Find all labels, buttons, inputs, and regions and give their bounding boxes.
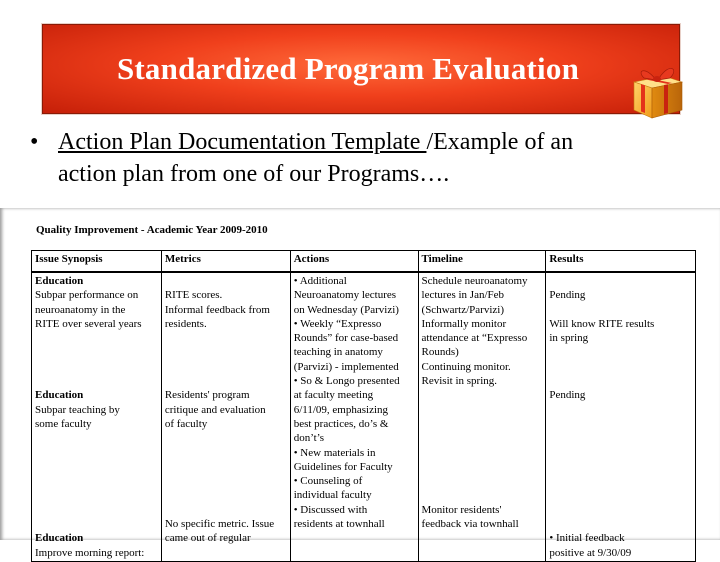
action-line: individual faculty bbox=[293, 489, 372, 502]
action-line: don’t’s bbox=[293, 432, 325, 445]
issue-line: Improve morning report: bbox=[35, 546, 145, 559]
issue-heading: Education bbox=[35, 532, 84, 545]
action-line: Rounds” for case-based bbox=[293, 332, 399, 345]
results-line: in spring bbox=[549, 332, 589, 345]
timeline-line: Revisit in spring. bbox=[421, 375, 498, 388]
results-line: positive at 9/30/09 bbox=[549, 546, 632, 559]
timeline-line: Schedule neuroanatomy bbox=[421, 275, 528, 287]
results-line: Pending bbox=[549, 289, 586, 302]
action-plan-table bbox=[31, 250, 696, 562]
action-line: • Discussed with bbox=[293, 503, 368, 516]
metrics-line: No specific metric. Issue bbox=[164, 518, 275, 531]
row-1 bbox=[35, 274, 158, 388]
metrics-line: residents. bbox=[164, 317, 207, 330]
action-line: on Wednesday (Parvizi) bbox=[293, 303, 399, 316]
action-line: • Weekly “Expresso bbox=[293, 317, 382, 330]
slide-title: Standardized Program Evaluation bbox=[116, 51, 580, 86]
action-line: best practices, do’s & bbox=[293, 417, 389, 430]
action-line: • New materials in bbox=[293, 446, 376, 459]
timeline-line: Monitor residents' bbox=[421, 503, 502, 516]
embedded-document bbox=[0, 208, 720, 559]
table-body-row bbox=[32, 272, 696, 561]
timeline-cell bbox=[418, 272, 546, 561]
action-line: Neuroanatomy lectures bbox=[293, 289, 397, 302]
bullet-point bbox=[30, 126, 690, 190]
action-line: • Additional bbox=[293, 275, 347, 287]
gift-box-icon bbox=[628, 52, 688, 122]
bullet-icon: • bbox=[30, 129, 39, 155]
issue-line: RITE over several years bbox=[35, 317, 142, 330]
action-line: (Parvizi) - implemented bbox=[293, 360, 399, 373]
timeline-line: feedback via townhall bbox=[421, 518, 519, 531]
table-header-row bbox=[32, 251, 696, 273]
column-header: Issue Synopsis bbox=[32, 251, 162, 273]
metrics-cell bbox=[161, 272, 290, 561]
metrics-line: of faculty bbox=[164, 417, 208, 430]
timeline-line: Informally monitor bbox=[421, 317, 507, 330]
results-line: Pending bbox=[549, 389, 586, 402]
timeline-line: Rounds) bbox=[421, 346, 459, 359]
issue-line: neuroanatomy in the bbox=[35, 303, 126, 316]
metrics-line: critique and evaluation bbox=[164, 403, 266, 416]
action-line: at faculty meeting bbox=[293, 389, 374, 402]
action-line: teaching in anatomy bbox=[293, 346, 383, 359]
issue-line: some faculty bbox=[35, 417, 92, 430]
row-3 bbox=[35, 531, 158, 560]
timeline-line: (Schwartz/Parvizi) bbox=[421, 303, 504, 316]
document-title: Quality Improvement - Academic Year 2009-2010 bbox=[36, 224, 268, 236]
timeline-line: attendance at “Expresso bbox=[421, 332, 528, 345]
results-cell bbox=[546, 272, 696, 561]
issue-line: Subpar performance on bbox=[35, 289, 139, 302]
metrics-line: Residents' program bbox=[164, 389, 250, 402]
column-header: Timeline bbox=[418, 251, 546, 273]
bullet-text-1: /Example of an bbox=[426, 129, 574, 155]
action-line: residents at townhall bbox=[293, 518, 385, 531]
column-header: Actions bbox=[290, 251, 418, 273]
results-line: Will know RITE results bbox=[549, 317, 655, 330]
metrics-line: Informal feedback from bbox=[164, 303, 270, 316]
timeline-line: Continuing monitor. bbox=[421, 360, 511, 373]
issue-heading: Education bbox=[35, 275, 84, 287]
column-header: Metrics bbox=[161, 251, 290, 273]
issue-cell bbox=[32, 272, 162, 561]
issue-heading: Education bbox=[35, 389, 84, 402]
metrics-line: came out of regular bbox=[164, 532, 251, 545]
issue-line: Subpar teaching by bbox=[35, 403, 120, 416]
action-line: • So & Longo presented bbox=[293, 375, 400, 388]
action-line: 6/11/09, emphasizing bbox=[293, 403, 389, 416]
slide-title-banner bbox=[42, 24, 680, 114]
metrics-line: RITE scores. bbox=[164, 289, 223, 302]
action-line: • Counseling of bbox=[293, 475, 363, 488]
action-line: Guidelines for Faculty bbox=[293, 460, 393, 473]
row-2 bbox=[35, 388, 158, 531]
actions-cell bbox=[290, 272, 418, 561]
results-line: • Initial feedback bbox=[549, 532, 625, 545]
bullet-text-2: action plan from one of our Programs…. bbox=[58, 161, 450, 187]
column-header: Results bbox=[546, 251, 696, 273]
template-link[interactable]: Action Plan Documentation Template bbox=[58, 129, 427, 155]
timeline-line: lectures in Jan/Feb bbox=[421, 289, 505, 302]
